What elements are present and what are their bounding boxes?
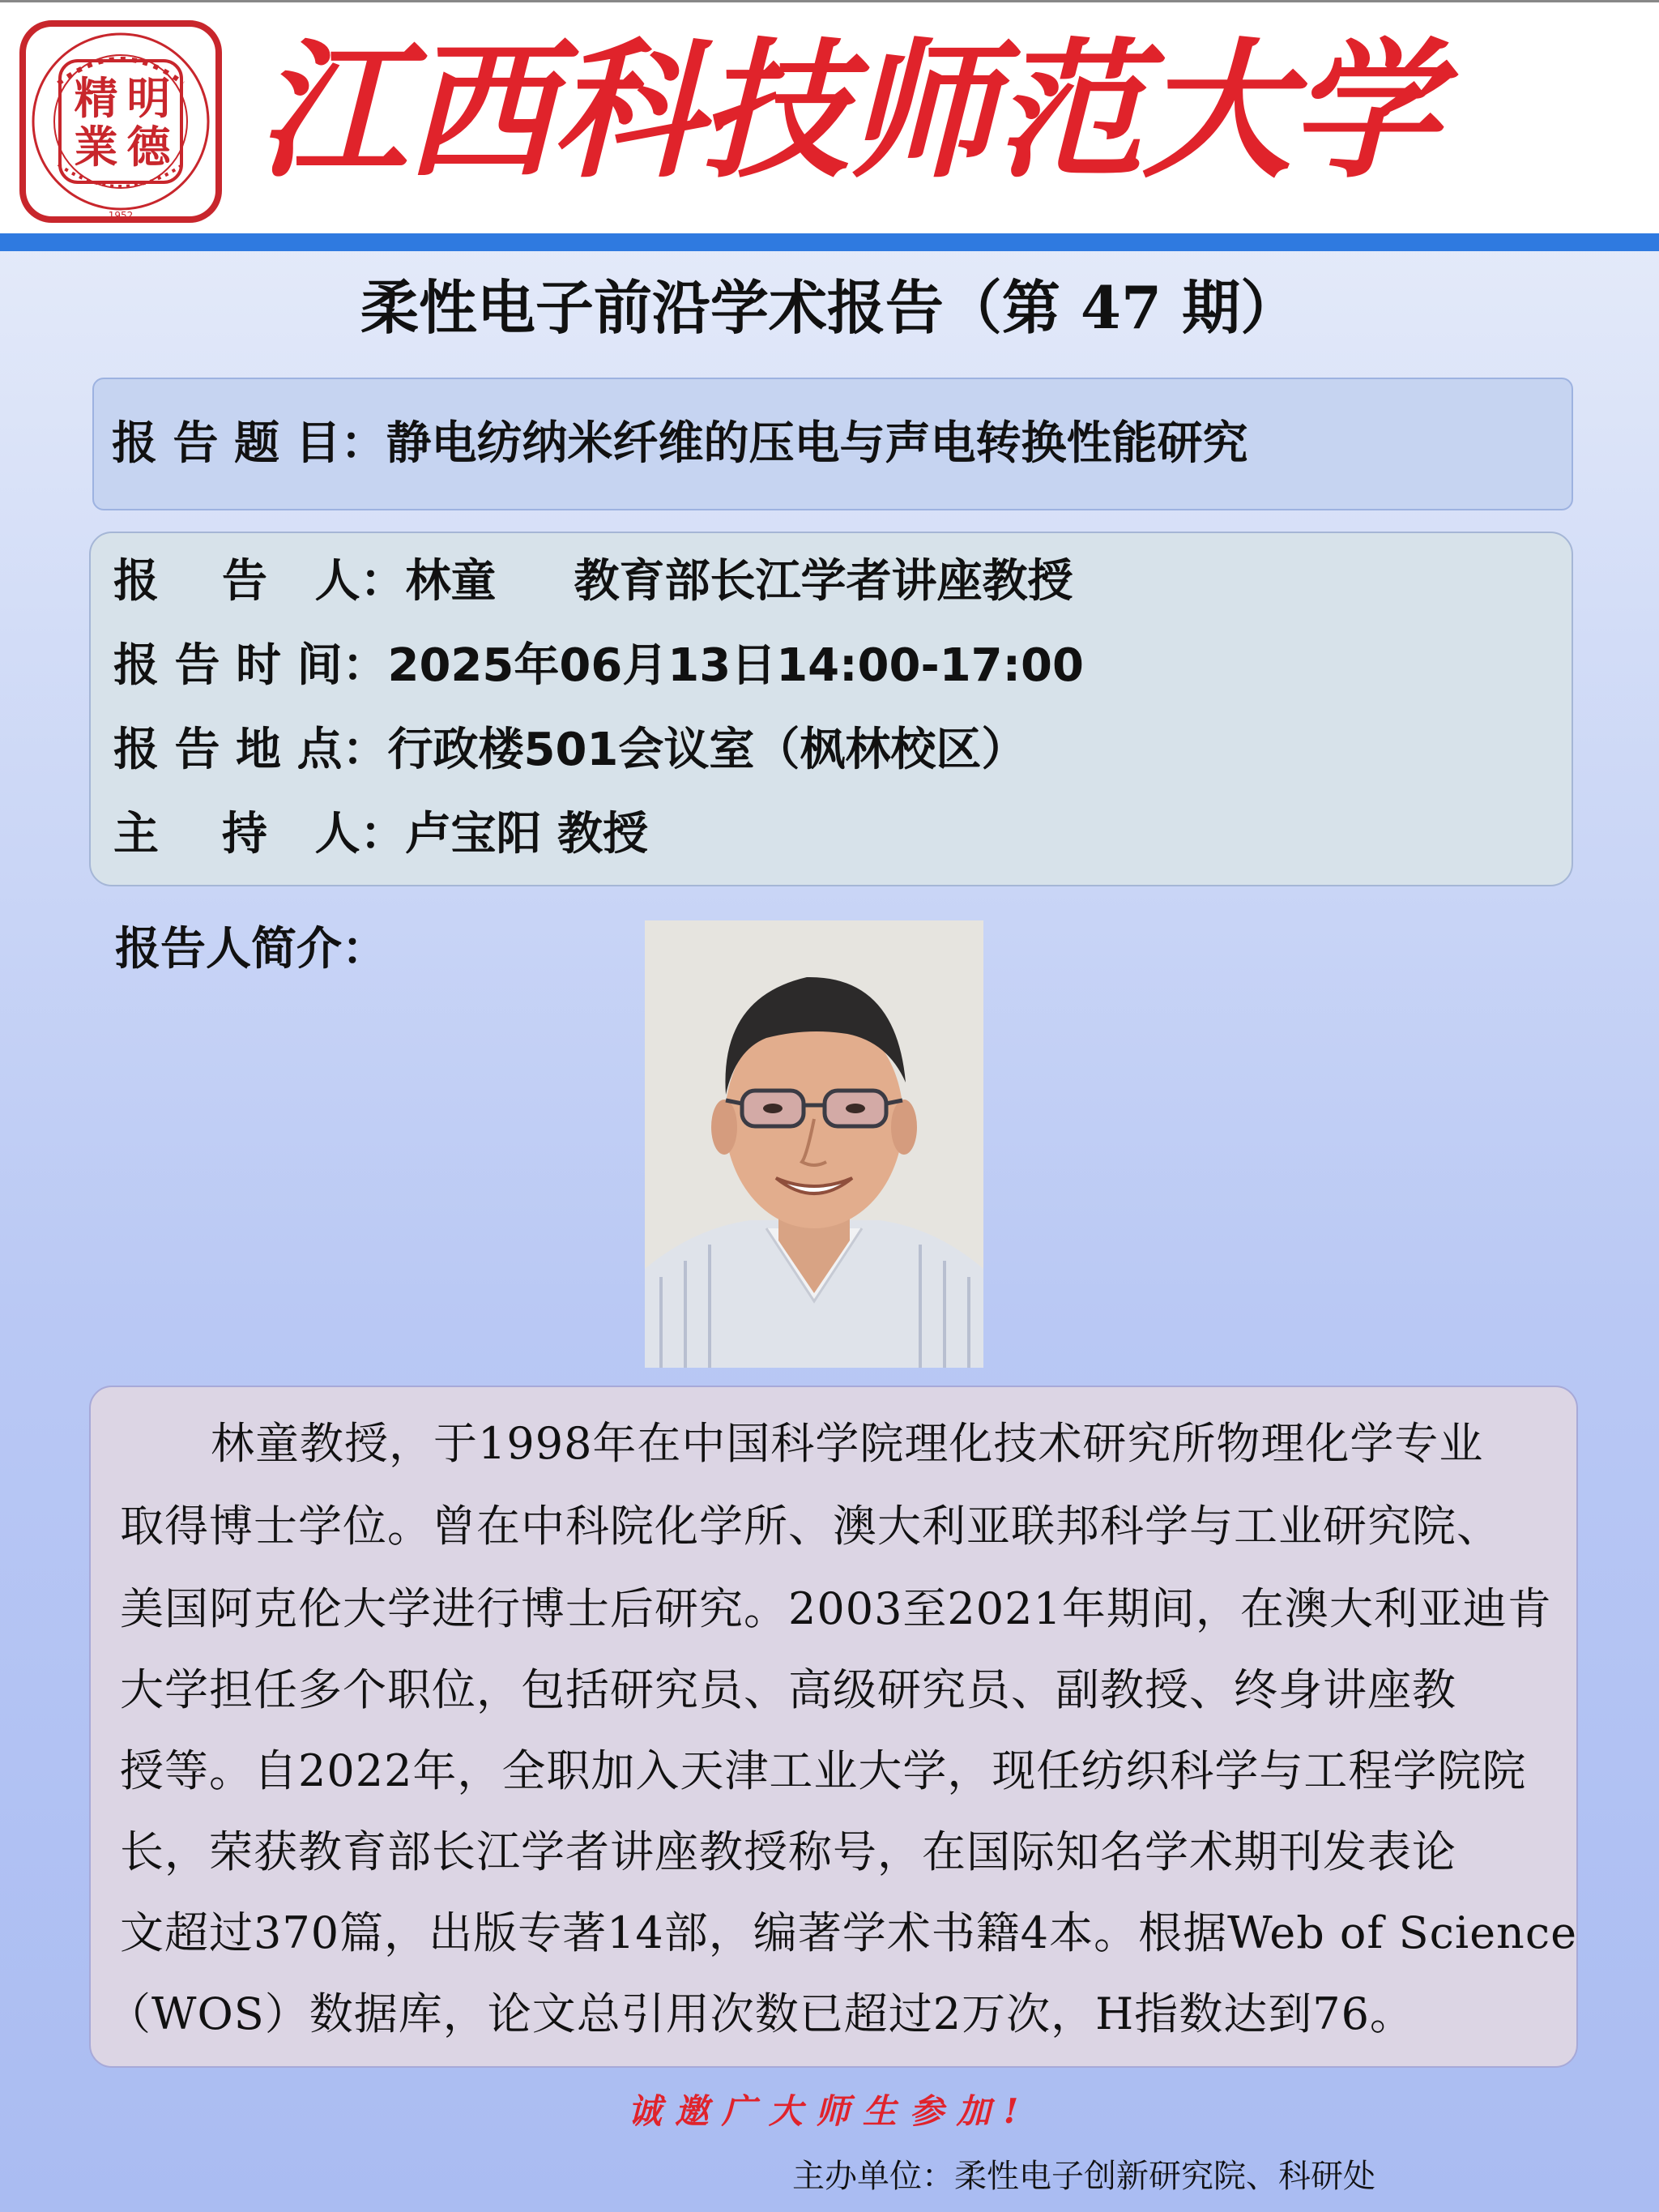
report-info-box	[89, 532, 1573, 886]
place-label: 报 告 地 点：	[113, 724, 388, 776]
speaker-title: 教育部长江学者讲座教授	[574, 555, 1073, 608]
invitation-text: 诚邀广大师生参加!	[627, 2091, 1032, 2131]
bio-line: 长，荣获教育部长江学者讲座教授称号，在国际知名学术期刊发表论	[120, 1826, 1456, 1877]
organizer-text: 主办单位：柔性电子创新研究院、科研处	[792, 2158, 1375, 2195]
place-row	[113, 718, 1026, 783]
bio-box	[89, 1386, 1578, 2068]
bio-line: 林童教授，于1998年在中国科学院理化技术研究所物理化学专业	[211, 1418, 1484, 1469]
page-title: 柔性电子前沿学术报告（第 47 期）	[360, 273, 1299, 342]
topic-line	[112, 412, 1248, 476]
bio-line: 文超过370篇，出版专著14部，编著学术书籍4本。根据Web of Science	[120, 1907, 1578, 1958]
host-value: 卢宝阳 教授	[405, 808, 648, 860]
seal-char: 精	[74, 72, 118, 124]
seal-char: 德	[126, 121, 171, 173]
bio-heading: 报告人简介：	[115, 923, 387, 976]
host-row	[113, 802, 648, 867]
header-divider-bar	[0, 233, 1659, 251]
speaker-photo	[645, 920, 983, 1368]
bio-line: 取得博士学位。曾在中科院化学所、澳大利亚联邦科学与工业研究院、	[120, 1501, 1501, 1552]
header	[0, 0, 1659, 236]
speaker-portrait-illustration	[645, 920, 983, 1368]
bio-line: 美国阿克伦大学进行博士后研究。2003至2021年期间，在澳大利亚迪肯	[120, 1583, 1552, 1634]
seal-year: 1952	[108, 210, 134, 221]
speaker-name: 林童	[405, 555, 497, 608]
time-value: 2025年06月13日14:00-17:00	[387, 639, 1084, 692]
topic-value: 静电纺纳米纤维的压电与声电转换性能研究	[386, 417, 1248, 470]
time-row	[113, 634, 1084, 698]
university-name-logo: 江西科技师范大学	[258, 23, 1438, 199]
topic-box	[92, 378, 1573, 510]
bio-line: （WOS）数据库，论文总引用次数已超过2万次，H指数达到76。	[107, 1988, 1414, 2039]
place-value: 行政楼501会议室（枫林校区）	[387, 724, 1027, 776]
bio-line: 大学担任多个职位，包括研究员、高级研究员、副教授、终身讲座教	[120, 1664, 1456, 1715]
seal-char: 業	[74, 121, 118, 173]
seal-center-square	[58, 59, 183, 184]
host-label: 主 持 人：	[113, 808, 406, 860]
topic-label: 报 告 题 目：	[112, 417, 386, 470]
university-seal-logo	[19, 20, 222, 223]
time-label: 报 告 时 间：	[113, 639, 388, 692]
bio-line: 授等。自2022年，全职加入天津工业大学，现任纺织科学与工程学院院	[120, 1745, 1527, 1796]
seal-char: 明	[126, 72, 171, 124]
speaker-label: 报 告 人：	[113, 555, 406, 608]
speaker-row	[113, 549, 1073, 614]
